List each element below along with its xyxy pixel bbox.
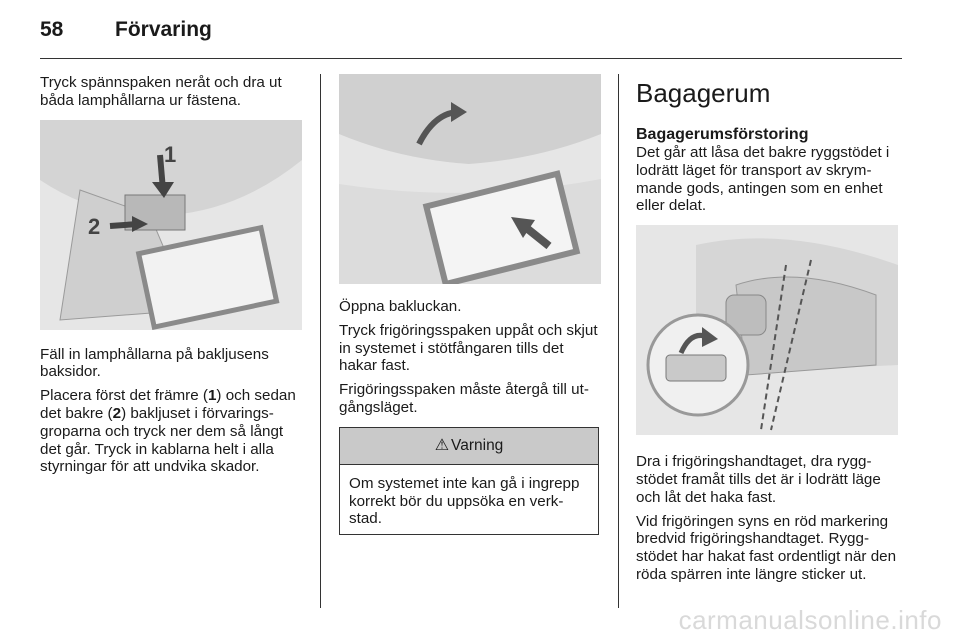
warning-box	[339, 427, 599, 535]
placement-ref-2: 2	[112, 404, 122, 422]
header-rule	[40, 58, 902, 59]
lamp-holder-illustration	[40, 120, 302, 330]
warning-text: Om systemet inte kan gå i ingrepp korrekt bör du uppsöka en verkstad.	[349, 474, 580, 528]
enlargement-paragraph: Det går att låsa det bakre ryggstödet i lodrätt läget för transport av skrymmande gods, antingen som en enhet eller delat.	[636, 144, 890, 215]
column-divider-2	[618, 74, 619, 608]
watermark: carmanualsonline.info	[678, 605, 942, 635]
figure-label-2: 2	[88, 213, 101, 239]
placement-paragraph	[40, 387, 306, 476]
column-divider-1	[320, 74, 321, 608]
column-3	[636, 74, 904, 590]
column-1	[40, 74, 306, 482]
push-lever-paragraph: Tryck frigöringsspaken uppåt och skjut in systemet i stötfångaren tills det hakar fast.	[339, 321, 598, 375]
pull-handle-paragraph: Dra i frigöringshandtaget, dra ryggstödet framåt tills det är i lodrätt läge och låt det haka fast.	[636, 453, 881, 506]
bumper-carrier-illustration	[339, 74, 601, 284]
lever-return-paragraph: Frigöringsspaken måste återgå till utgångsläget.	[339, 381, 589, 416]
rear-seat-illustration	[636, 225, 898, 435]
open-tailgate-paragraph: Öppna bakluckan.	[339, 298, 462, 315]
placement-text-c: ) och sedan det bakre (	[40, 387, 296, 422]
figure-label-1: 1	[164, 141, 177, 167]
section-title: Bagagerum	[636, 78, 771, 108]
subsection-title: Bagagerumsförstoring	[636, 126, 809, 143]
placement-text-e: ) bakljuset i förvaringsgroparna och tryck ner dem så långt det går. Tryck in kablarna helt i alla styrningar för att undvika skador.	[40, 404, 284, 476]
warning-header	[340, 428, 598, 465]
fold-paragraph: Fäll in lamphållarna på bakljusens baksidor.	[40, 345, 269, 381]
placement-text-a: Placera först det främre (	[40, 387, 208, 405]
page-header	[40, 18, 212, 48]
intro-paragraph: Tryck spännspaken neråt och dra ut båda lamphållarna ur fästena.	[40, 74, 282, 109]
warning-triangle-icon: ⚠	[434, 436, 450, 454]
column-2	[339, 74, 603, 535]
page-title: Förvaring	[115, 18, 212, 41]
warning-title: Varning	[451, 436, 504, 454]
red-marker-paragraph: Vid frigöringen syns en röd markering bredvid frigöringshandtaget. Ryggstödet har hakat fast ordentligt när den röda spärren inte längre sticker ut.	[636, 512, 897, 583]
placement-ref-1: 1	[207, 387, 217, 405]
page-number: 58	[40, 18, 64, 41]
